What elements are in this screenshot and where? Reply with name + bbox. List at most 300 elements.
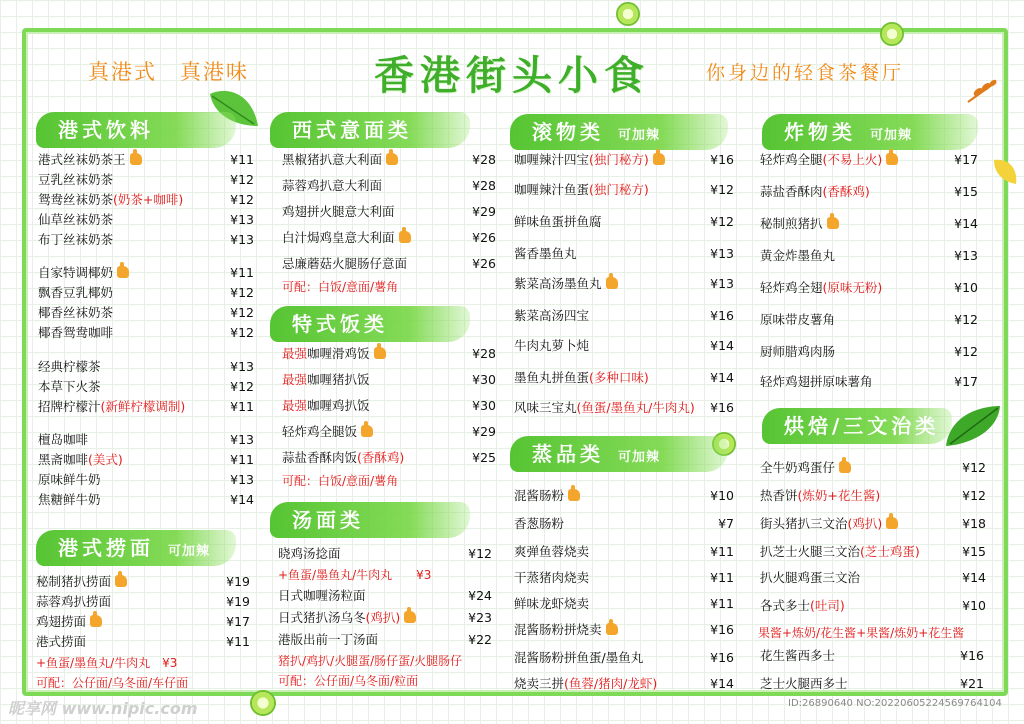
menu-item-name	[36, 632, 86, 652]
section-title-text: 港式捞面	[58, 536, 154, 560]
menu-item-name	[514, 648, 643, 668]
section-title-text: 特式饭类	[292, 312, 388, 336]
menu-item-price: ¥12	[468, 546, 492, 561]
menu-item	[514, 486, 734, 506]
section-title-text: 蒸品类	[532, 442, 604, 466]
lime-slice-icon	[880, 22, 904, 46]
menu-item-label: 本草下火茶	[38, 379, 101, 394]
section-title-text: 炸物类	[784, 120, 856, 144]
menu-item-label: 秘制煎猪扒	[760, 216, 823, 231]
menu-item-label: 轻炸鸡全腿饭	[282, 424, 358, 439]
menu-item-name	[38, 397, 185, 417]
menu-item	[278, 630, 492, 650]
menu-item	[282, 228, 496, 248]
menu-item-label: 港版出前一丁汤面	[278, 632, 379, 647]
menu-item-price: ¥13	[710, 246, 734, 261]
menu-item-name	[760, 310, 835, 330]
section-title-fried	[762, 114, 978, 150]
menu-item-note: (原味无粉)	[822, 280, 883, 295]
menu-item	[760, 372, 978, 392]
menu-item	[760, 214, 978, 234]
section-title-soup-noodles	[270, 502, 470, 538]
menu-item-name	[38, 470, 101, 490]
menu-item	[278, 608, 492, 628]
menu-item-price: ¥16	[710, 622, 734, 637]
menu-item-name	[282, 150, 398, 170]
menu-item-label: 焦糖鲜牛奶	[38, 492, 101, 507]
menu-item-label: 飘香豆乳椰奶	[38, 285, 114, 300]
menu-item-name	[38, 490, 101, 510]
thumbs-up-icon	[568, 489, 580, 501]
menu-item-label: 鲜味龙虾烧卖	[514, 596, 590, 611]
menu-item-label: 牛肉丸萝卜炖	[514, 338, 590, 353]
menu-item-price: ¥25	[472, 450, 496, 465]
section-title-extra: 可加辣	[618, 450, 661, 465]
menu-item-name	[760, 342, 835, 362]
menu-item-price: ¥15	[962, 544, 986, 559]
menu-item-label: 扒火腿鸡蛋三文治	[760, 570, 861, 585]
menu-item	[514, 150, 734, 170]
soup-addon-note: +鱼蛋/墨鱼丸/牛肉丸 ¥3	[278, 568, 432, 582]
menu-item-name	[282, 448, 404, 468]
menu-item-price: ¥26	[472, 230, 496, 245]
menu-item-note: (美式)	[88, 452, 123, 467]
thumbs-up-icon	[374, 347, 386, 359]
menu-item-note: (独门秘方)	[589, 152, 649, 167]
menu-item-label: 风味三宝丸	[514, 400, 577, 415]
menu-item-name	[282, 202, 395, 222]
menu-item-name	[278, 586, 366, 606]
menu-item	[38, 430, 254, 450]
menu-item-price: ¥12	[230, 172, 254, 187]
soup-choice-note: 可配：公仔面/乌冬面/粒面	[278, 674, 419, 688]
menu-item-price: ¥14	[230, 492, 254, 507]
menu-item-price: ¥11	[710, 544, 734, 559]
menu-item-label: 各式多士	[760, 598, 811, 613]
menu-item-label: 轻炸鸡全腿	[760, 152, 823, 167]
rice-choice-note: 可配：白饭/意面/薯角	[282, 474, 399, 488]
menu-item-label: 咖喱辣汁四宝	[514, 152, 590, 167]
menu-item-price: ¥30	[472, 372, 496, 387]
menu-item-label: 鸳鸯丝袜奶茶	[38, 192, 114, 207]
menu-item-prefix: 最强	[282, 346, 308, 361]
menu-item	[38, 230, 254, 250]
menu-item-name	[514, 368, 649, 388]
menu-item-price: ¥16	[710, 152, 734, 167]
toast-spread-note: 果酱+炼奶/花生酱+果酱/炼奶+花生酱	[758, 626, 965, 640]
menu-item-price: ¥12	[962, 460, 986, 475]
menu-item	[282, 396, 496, 416]
menu-item	[38, 470, 254, 490]
menu-item-label: 扒芝士火腿三文治	[760, 544, 861, 559]
menu-item-label: 咖喱辣汁鱼蛋	[514, 182, 590, 197]
menu-item-name	[38, 263, 129, 283]
menu-item	[514, 542, 734, 562]
menu-item-name	[38, 210, 113, 230]
menu-item-label: 轻炸鸡翅拼原味薯角	[760, 374, 873, 389]
menu-item-note: (鸡扒)	[365, 610, 401, 625]
menu-item	[514, 674, 734, 694]
soup-meat-note: 猪扒/鸡扒/火腿蛋/肠仔蛋/火腿肠仔	[278, 654, 463, 668]
menu-item-price: ¥11	[230, 399, 254, 414]
menu-item-label: 香葱肠粉	[514, 516, 565, 531]
menu-item-price: ¥14	[954, 216, 978, 231]
menu-item-note: (新鲜柠檬调制)	[100, 399, 186, 414]
menu-item-name	[36, 572, 127, 592]
menu-item-label: 咖喱猪扒饭	[307, 372, 370, 387]
section-title-text: 西式意面类	[292, 118, 412, 142]
menu-item-name	[38, 150, 142, 170]
pasta-choice-note: 可配：白饭/意面/薯角	[282, 280, 399, 294]
menu-item	[760, 674, 984, 694]
menu-item-price: ¥19	[226, 594, 250, 609]
menu-item-name	[760, 514, 898, 534]
menu-item-name	[38, 430, 88, 450]
menu-item	[38, 303, 254, 323]
menu-item-price: ¥14	[710, 338, 734, 353]
menu-item-name	[278, 608, 416, 628]
menu-item-price: ¥13	[710, 276, 734, 291]
thumbs-up-icon	[886, 153, 898, 165]
menu-item-name	[278, 630, 378, 650]
menu-item	[278, 586, 492, 606]
menu-item	[38, 377, 254, 397]
menu-item	[38, 170, 254, 190]
menu-item-name	[760, 542, 920, 562]
menu-item-note: (鱼蓉/猪肉/龙虾)	[564, 676, 658, 691]
menu-item	[36, 592, 250, 612]
lime-slice-icon	[250, 690, 276, 716]
menu-item-price: ¥11	[230, 265, 254, 280]
menu-item-label: 墨鱼丸拼鱼蛋	[514, 370, 590, 385]
section-title-extra: 可加辣	[168, 544, 211, 559]
menu-item-price: ¥28	[472, 346, 496, 361]
menu-item-name	[514, 486, 580, 506]
menu-item-name	[282, 228, 411, 248]
menu-item-label: 秘制猪扒捞面	[36, 574, 112, 589]
menu-item-label: 原味鲜牛奶	[38, 472, 101, 487]
menu-item-label: 鸡翅拼火腿意大利面	[282, 204, 395, 219]
menu-item-price: ¥12	[230, 325, 254, 340]
section-title-text: 港式饮料	[58, 118, 154, 142]
menu-item-name	[282, 396, 370, 416]
menu-item-label: 酱香墨鱼丸	[514, 246, 577, 261]
menu-item-prefix: 最强	[282, 398, 308, 413]
thumbs-up-icon	[404, 611, 416, 623]
menu-item-price: ¥13	[230, 232, 254, 247]
header-slogan-left: 真港式 真港味	[88, 60, 249, 84]
menu-item-note: (奶茶+咖啡)	[113, 192, 184, 207]
menu-item-name	[514, 674, 657, 694]
menu-item-name	[514, 212, 602, 232]
menu-item	[760, 596, 986, 616]
menu-item-price: ¥14	[710, 370, 734, 385]
menu-item-price: ¥12	[230, 192, 254, 207]
menu-item-price: ¥18	[962, 516, 986, 531]
menu-item-price: ¥12	[230, 379, 254, 394]
menu-item	[282, 422, 496, 442]
menu-item-label: 经典柠檬茶	[38, 359, 101, 374]
menu-item	[38, 283, 254, 303]
thumbs-up-icon	[653, 153, 665, 165]
menu-item-label: 街头猪扒三文治	[760, 516, 848, 531]
menu-item-price: ¥22	[468, 632, 492, 647]
section-title-text: 滚物类	[532, 120, 604, 144]
menu-item-price: ¥26	[472, 256, 496, 271]
menu-item-price: ¥30	[472, 398, 496, 413]
thumbs-up-icon	[115, 575, 127, 587]
menu-item-label: 花生酱西多士	[760, 648, 836, 663]
menu-item	[38, 397, 254, 417]
menu-item	[514, 368, 734, 388]
menu-item-name	[38, 357, 101, 377]
menu-item-label: 热香饼	[760, 488, 798, 503]
menu-item-name	[514, 594, 589, 614]
menu-item-price: ¥29	[472, 204, 496, 219]
menu-item	[282, 176, 496, 196]
menu-item-name	[38, 230, 113, 250]
menu-item	[38, 150, 254, 170]
noodle-addon-note: +鱼蛋/墨鱼丸/牛肉丸 ¥3	[36, 656, 178, 670]
menu-item-note: (多种口味)	[589, 370, 649, 385]
menu-item-label: 布丁丝袜奶茶	[38, 232, 114, 247]
menu-item-name	[282, 176, 382, 196]
menu-item-name	[514, 398, 695, 418]
menu-item-name	[38, 450, 123, 470]
menu-item-label: 混酱肠粉拼鱼蛋/墨鱼丸	[514, 650, 644, 665]
menu-item-name	[38, 377, 101, 397]
menu-item-label: 港式捞面	[36, 634, 87, 649]
menu-item-label: 咖喱滑鸡饭	[307, 346, 370, 361]
menu-item-note: (鱼蛋/墨鱼丸/牛肉丸)	[576, 400, 695, 415]
menu-item-name	[38, 323, 113, 343]
section-title-text: 汤面类	[292, 508, 364, 532]
menu-item-label: 日式猪扒汤乌冬	[278, 610, 366, 625]
section-title-extra: 可加辣	[618, 128, 661, 143]
menu-item-label: 原味带皮薯角	[760, 312, 836, 327]
menu-item-name	[514, 150, 665, 170]
menu-item	[760, 542, 986, 562]
menu-item-name	[760, 486, 880, 506]
watermark-id: ID:26890640 NO:20220605224569764104	[788, 698, 1002, 709]
menu-item-label: 爽弹鱼蓉烧卖	[514, 544, 590, 559]
menu-item	[38, 490, 254, 510]
menu-item	[514, 568, 734, 588]
menu-item-price: ¥28	[472, 178, 496, 193]
menu-item-price: ¥13	[230, 359, 254, 374]
section-title-drinks	[36, 112, 236, 148]
menu-item-prefix: 最强	[282, 372, 308, 387]
menu-item-label: 白汁焗鸡皇意大利面	[282, 230, 395, 245]
menu-item-label: 干蒸猪肉烧卖	[514, 570, 590, 585]
thumbs-up-icon	[117, 266, 129, 278]
menu-item-name	[760, 182, 870, 202]
menu-item-label: 咖喱鸡扒饭	[307, 398, 370, 413]
menu-item	[760, 342, 978, 362]
menu-item-label: 混酱肠粉拼烧卖	[514, 622, 602, 637]
menu-item	[514, 620, 734, 640]
menu-item-label: 蒜盐香酥肉	[760, 184, 823, 199]
menu-item-label: 椰香鸳鸯咖啡	[38, 325, 114, 340]
menu-item-label: 烧卖三拼	[514, 676, 565, 691]
menu-item-name	[760, 278, 882, 298]
menu-item-price: ¥29	[472, 424, 496, 439]
thumbs-up-icon	[399, 231, 411, 243]
menu-item-name	[760, 646, 835, 666]
menu-item-label: 港式丝袜奶茶王	[38, 152, 126, 167]
menu-item	[760, 646, 984, 666]
menu-item	[514, 306, 734, 326]
menu-item	[760, 458, 986, 478]
menu-item-price: ¥11	[230, 152, 254, 167]
menu-item-name	[514, 568, 589, 588]
menu-item-note: (不易上火)	[822, 152, 883, 167]
watermark: 昵享网 www.nipic.com	[8, 699, 198, 718]
header-slogan-right: 你身边的轻食茶餐厅	[706, 62, 905, 84]
menu-item-name	[282, 370, 370, 390]
menu-item-price: ¥13	[230, 472, 254, 487]
page-title: 香港街头小食	[374, 53, 650, 99]
menu-item-price: ¥11	[226, 634, 250, 649]
menu-item	[38, 323, 254, 343]
menu-item	[38, 210, 254, 230]
thumbs-up-icon	[827, 217, 839, 229]
menu-item-name	[278, 544, 341, 564]
menu-item-price: ¥14	[962, 570, 986, 585]
menu-item-name	[760, 596, 845, 616]
menu-item	[38, 263, 254, 283]
menu-item-label: 厨师腊鸡肉肠	[760, 344, 836, 359]
menu-item-label: 自家特调椰奶	[38, 265, 114, 280]
menu-item	[38, 190, 254, 210]
menu-item-price: ¥13	[230, 432, 254, 447]
thumbs-up-icon	[839, 461, 851, 473]
menu-item-price: ¥23	[468, 610, 492, 625]
menu-item-price: ¥10	[962, 598, 986, 613]
leaf-icon	[990, 156, 1020, 188]
menu-item	[282, 202, 496, 222]
menu-item-label: 招牌柠檬汁	[38, 399, 101, 414]
menu-item	[36, 572, 250, 592]
menu-item-label: 椰香丝袜奶茶	[38, 305, 114, 320]
menu-item	[514, 274, 734, 294]
menu-item-name	[38, 303, 113, 323]
section-title-pasta	[270, 112, 470, 148]
menu-item	[514, 594, 734, 614]
menu-item-note: (香酥鸡)	[822, 184, 870, 199]
section-title-stew	[510, 114, 728, 150]
menu-item-name	[514, 306, 589, 326]
menu-item-name	[514, 274, 618, 294]
menu-item-label: 轻炸鸡全翅	[760, 280, 823, 295]
menu-item-label: 豆乳丝袜奶茶	[38, 172, 114, 187]
menu-item-price: ¥17	[954, 374, 978, 389]
menu-item-name	[760, 458, 851, 478]
menu-item	[38, 357, 254, 377]
menu-item-price: ¥21	[960, 676, 984, 691]
menu-item-note: (鸡扒)	[847, 516, 883, 531]
menu-item-price: ¥10	[954, 280, 978, 295]
menu-item-name	[760, 568, 860, 588]
menu-item-name	[514, 180, 649, 200]
menu-item-name	[760, 214, 839, 234]
menu-item-name	[514, 514, 564, 534]
menu-item-label: 黄金炸墨鱼丸	[760, 248, 836, 263]
menu-item-price: ¥14	[710, 676, 734, 691]
thumbs-up-icon	[361, 425, 373, 437]
menu-item-label: 全牛奶鸡蛋仔	[760, 460, 836, 475]
menu-item-name	[282, 344, 386, 364]
menu-item	[38, 450, 254, 470]
thumbs-up-icon	[90, 615, 102, 627]
menu-item-label: 忌廉蘑菇火腿肠仔意面	[282, 256, 408, 271]
menu-item-price: ¥24	[468, 588, 492, 603]
menu-item-label: 蒜盐香酥肉饭	[282, 450, 358, 465]
menu-item	[282, 150, 496, 170]
menu-item-price: ¥28	[472, 152, 496, 167]
menu-item-label: 蒜蓉鸡扒捞面	[36, 594, 112, 609]
menu-item-name	[38, 190, 183, 210]
menu-item-label: 蒜蓉鸡扒意大利面	[282, 178, 383, 193]
menu-item-price: ¥11	[710, 596, 734, 611]
menu-item-price: ¥10	[710, 488, 734, 503]
thumbs-up-icon	[386, 153, 398, 165]
menu-item-name	[760, 674, 848, 694]
menu-item-price: ¥17	[954, 152, 978, 167]
menu-item	[36, 612, 250, 632]
menu-item	[514, 648, 734, 668]
menu-item-name	[514, 336, 589, 356]
menu-item-note: (芝士鸡蛋)	[860, 544, 920, 559]
menu-item-price: ¥12	[954, 312, 978, 327]
menu-item-price: ¥12	[954, 344, 978, 359]
menu-item-label: 鲜味鱼蛋拼鱼腐	[514, 214, 602, 229]
section-title-noodles	[36, 530, 236, 566]
thumbs-up-icon	[606, 623, 618, 635]
menu-item-name	[514, 542, 589, 562]
menu-item	[282, 448, 496, 468]
menu-item-label: 檀岛咖啡	[38, 432, 89, 447]
menu-item-label: 紫菜高汤墨鱼丸	[514, 276, 602, 291]
thumbs-up-icon	[606, 277, 618, 289]
menu-item	[282, 254, 496, 274]
menu-item-note: (香酥鸡)	[357, 450, 405, 465]
menu-item-label: 混酱肠粉	[514, 488, 565, 503]
menu-item-price: ¥13	[230, 212, 254, 227]
menu-item-name	[38, 283, 113, 303]
menu-item-price: ¥12	[710, 182, 734, 197]
menu-item	[760, 246, 978, 266]
noodle-choice-note: 可配：公仔面/乌冬面/车仔面	[36, 676, 189, 690]
menu-item	[36, 632, 250, 652]
menu-item	[278, 544, 492, 564]
menu-item-name	[514, 620, 618, 640]
menu-item	[760, 182, 978, 202]
menu-item	[760, 310, 978, 330]
menu-item	[760, 150, 978, 170]
menu-item-name	[760, 246, 835, 266]
menu-item	[760, 486, 986, 506]
menu-item-name	[760, 150, 898, 170]
menu-item-name	[760, 372, 873, 392]
menu-item-price: ¥12	[230, 285, 254, 300]
menu-item-price: ¥16	[960, 648, 984, 663]
menu-item-name	[282, 254, 407, 274]
menu-item-label: 黑斋咖啡	[38, 452, 89, 467]
menu-item-name	[514, 244, 577, 264]
menu-item-label: 鸡翅捞面	[36, 614, 87, 629]
menu-item-price: ¥13	[954, 248, 978, 263]
